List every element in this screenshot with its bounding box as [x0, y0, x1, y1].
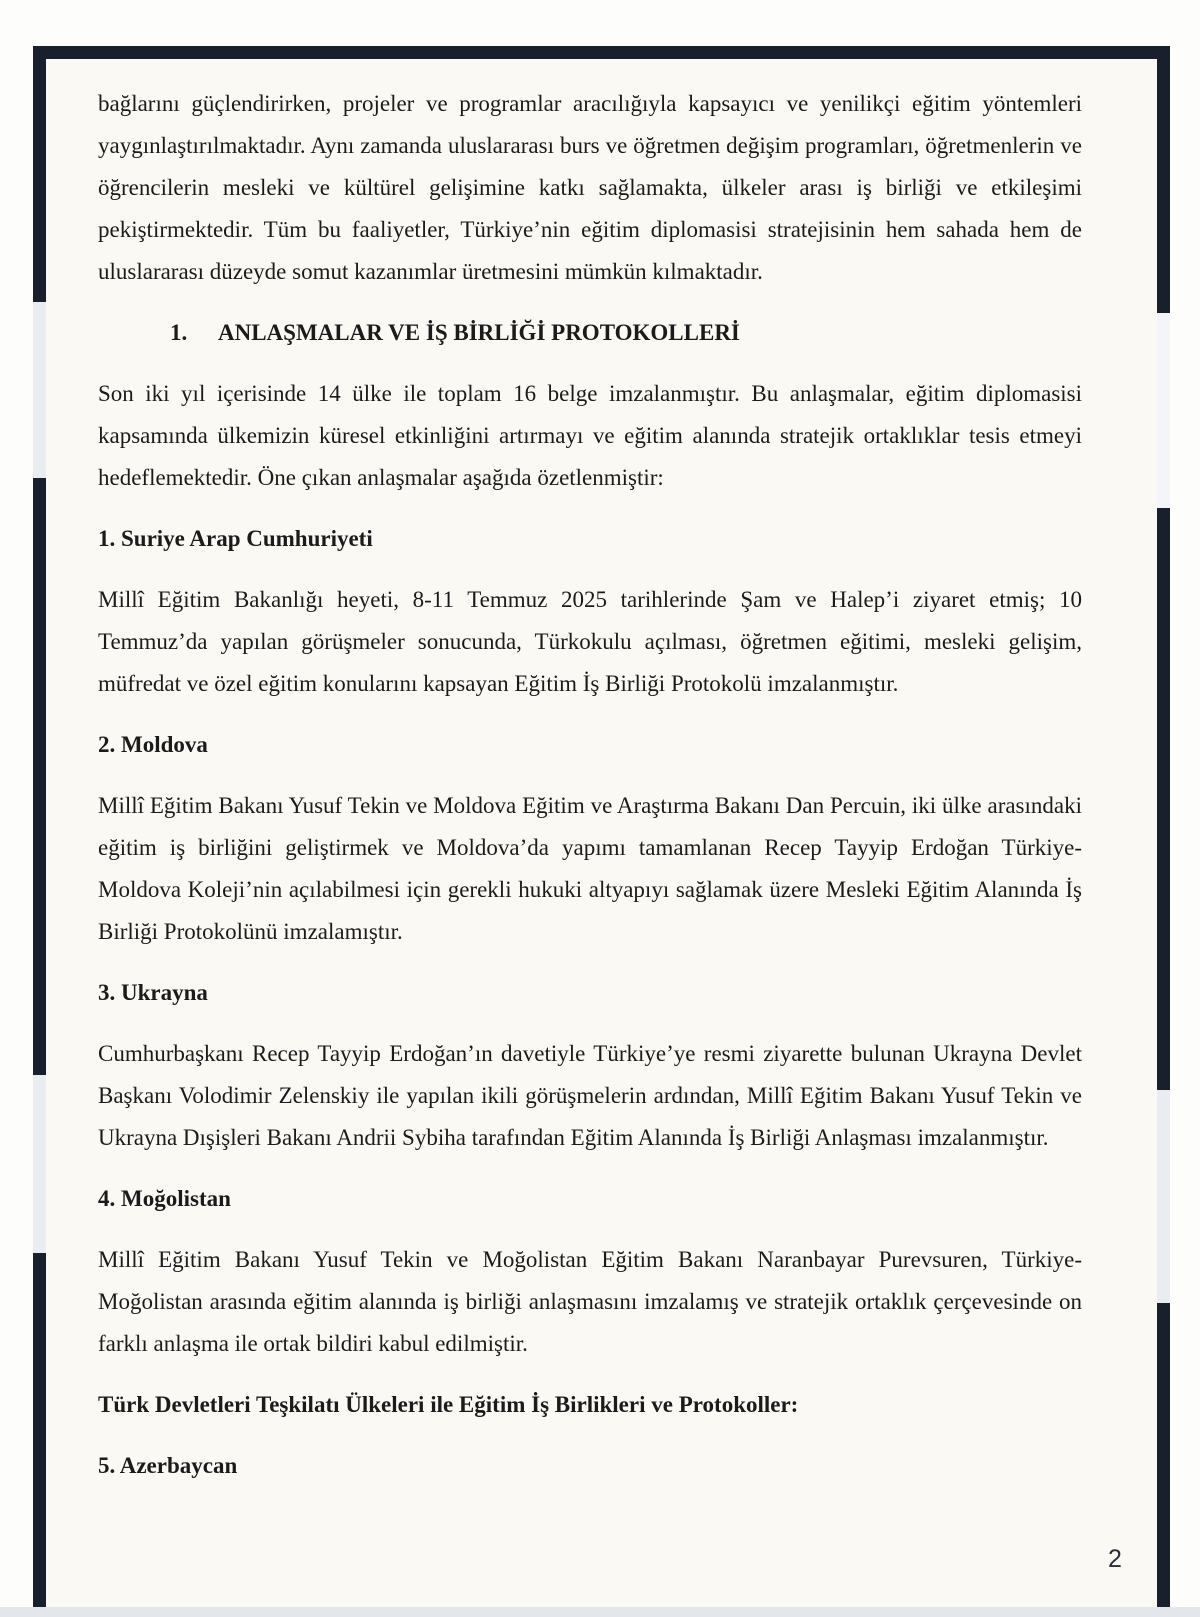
entry-heading-ukrayna: 3. Ukrayna [98, 980, 208, 1005]
page-border-right-gap [1157, 313, 1170, 508]
section-intro-paragraph: Son iki yıl içerisinde 14 ülke ile toplam 16 belge imzalanmıştır. Bu anlaşmalar, eğitim diplomasisi kapsamında ülkemizin küresel etkinliğini artırmayı ve eğitim alanında stratejik ortaklıklar tesis etmeyi hedeflemektedir. Öne çıkan anlaşmalar aşağıda özetlenmiştir: [98, 381, 1082, 490]
subsection-heading: Türk Devletleri Teşkilatı Ülkeleri ile Eğitim İş Birlikleri ve Protokoller: [98, 1392, 799, 1417]
page-border-left-segment [33, 478, 46, 1075]
entry-heading-azerbaycan: 5. Azerbaycan [98, 1453, 238, 1478]
section-heading [98, 312, 1082, 354]
page-border-left-segment [33, 1253, 46, 1617]
page-border-left-gap [33, 302, 46, 478]
page-border-top [33, 46, 1170, 59]
entry-paragraph-suriye: Millî Eğitim Bakanlığı heyeti, 8-11 Temmuz 2025 tarihlerinde Şam ve Halep’i ziyaret etmiş; 10 Temmuz’da yapılan görüşmeler sonucunda, Türkokulu açılması, öğretmen eğitimi, mesleki gelişim, müfredat ve özel eğitim konularını kapsayan Eğitim İş Birliği Protokolü imzalanmıştır. [98, 587, 1082, 696]
section-number: 1. [170, 320, 188, 345]
entry-paragraph-mogolistan: Millî Eğitim Bakanı Yusuf Tekin ve Moğolistan Eğitim Bakanı Naranbayar Purevsuren, Türkiye-Moğolistan arasında eğitim alanında iş birliği anlaşmasını imzalamış ve stratejik ortaklık çerçevesinde on farklı anlaşma ile ortak bildiri kabul edilmiştir. [98, 1247, 1082, 1356]
page-border-left-gap [33, 1075, 46, 1253]
intro-paragraph: bağlarını güçlendirirken, projeler ve programlar aracılığıyla kapsayıcı ve yenilikçi eğitim yöntemleri yaygınlaştırılmaktadır. Aynı zamanda uluslararası burs ve öğretmen değişim programları, öğretmenlerin ve öğrencilerin mesleki ve kültürel gelişimine katkı sağlamakta, ülkeler arası iş birliği ve etkileşimi pekiştirmektedir. Tüm bu faaliyetler, Türkiye’nin eğitim diplomasisi stratejisinin hem sahada hem de uluslararası düzeyde somut kazanımlar üretmesini mümkün kılmaktadır. [98, 91, 1082, 284]
page-border-right-gap [1157, 1090, 1170, 1303]
page-border-right-segment [1157, 508, 1170, 1090]
entry-heading-suriye: 1. Suriye Arap Cumhuriyeti [98, 526, 373, 551]
section-title: ANLAŞMALAR VE İŞ BİRLİĞİ PROTOKOLLERİ [218, 320, 740, 345]
page-border-left-segment [33, 46, 46, 302]
page-border-right-segment [1157, 1303, 1170, 1617]
entry-paragraph-ukrayna: Cumhurbaşkanı Recep Tayyip Erdoğan’ın davetiyle Türkiye’ye resmi ziyarette bulunan Ukrayna Devlet Başkanı Volodimir Zelenskiy ile yapılan ikili görüşmelerin ardından, Millî Eğitim Bakanı Yusuf Tekin ve Ukrayna Dışişleri Bakanı Andrii Sybiha tarafından Eğitim Alanında İş Birliği Anlaşması imzalanmıştır. [98, 1041, 1082, 1150]
entry-heading-mogolistan: 4. Moğolistan [98, 1186, 231, 1211]
page-number: 2 [1108, 1545, 1122, 1573]
page-border-right-segment [1157, 46, 1170, 313]
entry-paragraph-moldova: Millî Eğitim Bakanı Yusuf Tekin ve Moldova Eğitim ve Araştırma Bakanı Dan Percuin, iki ülke arasındaki eğitim iş birliğini geliştirmek ve Moldova’da yapımı tamamlanan Recep Tayyip Erdoğan Türkiye-Moldova Koleji’nin açılabilmesi için gerekli hukuki altyapıyı sağlamak üzere Mesleki Eğitim Alanında İş Birliği Protokolünü imzalamıştır. [98, 793, 1082, 944]
scan-edge-bottom [0, 1607, 1200, 1617]
entry-heading-moldova: 2. Moldova [98, 732, 208, 757]
document-content [98, 83, 1082, 1506]
